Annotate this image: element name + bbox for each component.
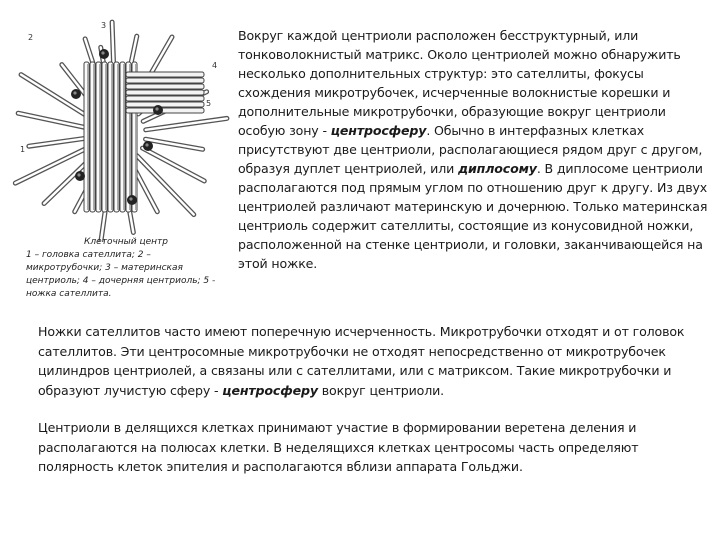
paragraph-3 [38, 418, 688, 477]
satellite-head-detail [129, 197, 132, 200]
centriole-tubule [108, 62, 113, 212]
microtubule-highlight [142, 148, 204, 181]
satellite-head-detail [77, 173, 80, 176]
figure-label-4: 4 [212, 61, 218, 70]
centriole-tubule [96, 62, 101, 212]
daughter-tubule [126, 84, 204, 89]
centrosome-illustration [8, 14, 230, 242]
centriole-tubule [120, 62, 125, 212]
caption-title: Клеточный центр [84, 237, 168, 247]
figure-label-3: 3 [101, 21, 107, 30]
microtubule-highlight [146, 139, 203, 149]
paragraph-text: Центриоли в делящихся клетках принимают участие в формировании веретена деления и располагаются на полюсах клетки. В неделящихся клетках центросомы часть определяют полярность клеток эпителия и располагаются вблизи аппарата Гольджи. [38, 420, 639, 474]
paragraph-2 [38, 322, 688, 400]
satellite-head-detail [145, 143, 148, 146]
figure-caption [26, 236, 226, 301]
microtubule-highlight [29, 138, 86, 146]
microtubule-highlight [146, 118, 227, 129]
daughter-tubule [126, 108, 204, 113]
key-term: центросферу [222, 382, 318, 398]
figure-label-2: 2 [28, 33, 34, 42]
centriole-tubule [84, 62, 89, 212]
paragraph-text: вокруг центриоли. [317, 382, 445, 398]
paragraph-text: . В диплосоме центриоли располагаются под прямым углом по отношению друг к другу. Из двух центриолей различают материнскую и дочернюю. Только материнская центриоль содержит сателлиты, состоящие из конусовидной ножки, расположенной на стенке центриоли, и головки, заканчивающейся на этой ножке. [238, 161, 708, 271]
satellite-head-detail [73, 91, 76, 94]
paragraph-text: . Обычно в интерфазных клетках присутствуют две центриоли, располагающиеся рядом друг с другом, образуя дуплет центриолей, или [238, 123, 703, 176]
paragraph-1 [238, 26, 710, 273]
microtubule-highlight [18, 113, 86, 128]
satellite-head-detail [155, 107, 158, 110]
caption-text: 1 – головка сателлита; 2 – микротрубочки; 3 – материнская центриоль; 4 – дочерняя центриоль; 5 - ножка сателлита. [26, 250, 216, 299]
daughter-tubule [126, 96, 204, 101]
daughter-centriole [126, 72, 204, 113]
paragraph-text: Ножки сателлитов часто имеют поперечную исчерченность. Микротрубочки отходят и от головок сателлитов. Эти центросомные микротрубочки не отходят непосредственно от микротрубочек цилиндров центриолей, а связаны или с сателлитами, или с матриксом. Такие микротрубочки и образуют лучистую сферу - [38, 324, 685, 398]
figure-label-1: 1 [20, 145, 26, 154]
daughter-tubule [126, 102, 204, 107]
key-term: диплосому [457, 161, 537, 176]
daughter-tubule [126, 90, 204, 95]
daughter-tubule [126, 72, 204, 77]
key-term: центросферу [330, 123, 427, 138]
satellite-head-detail [101, 51, 104, 54]
paragraph-text: Вокруг каждой центриоли расположен бесструктурный, или тонковолокнистый матрикс. Около центриолей можно обнаружить несколько дополнительных структур: это сателлиты, фокусы схождения микротрубочек, исчерченные волокнистые корешки и дополнительные микротрубочки, образующие вокруг центриоли особую зону - [238, 28, 681, 138]
centriole-tubule [114, 62, 119, 212]
figure-label-5: 5 [206, 99, 212, 108]
centriole-tubule [102, 62, 107, 212]
daughter-tubule [126, 78, 204, 83]
centrosome-figure [8, 14, 230, 242]
centriole-tubule [90, 62, 95, 212]
